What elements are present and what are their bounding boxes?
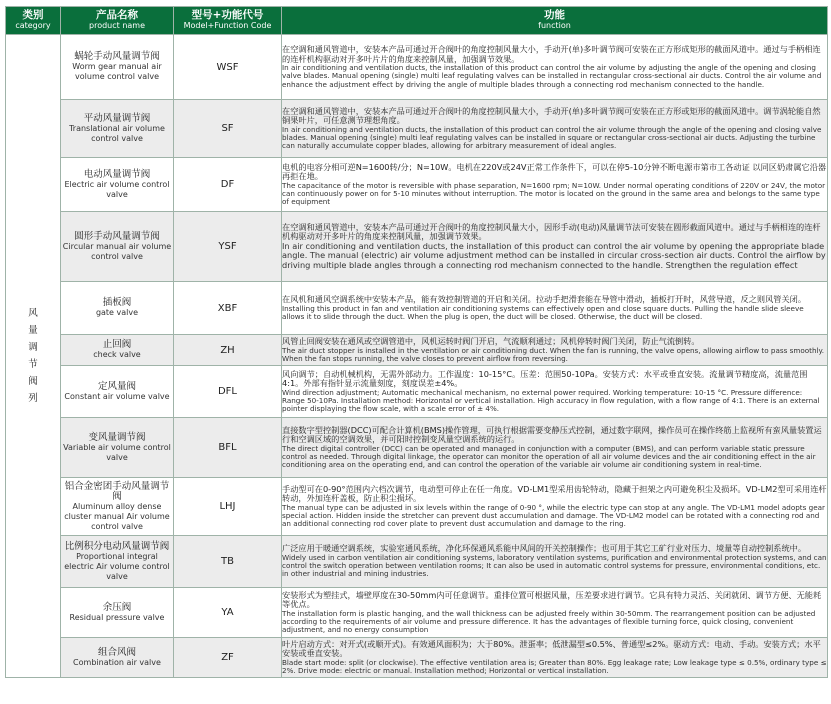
- category-char: 阀: [28, 376, 38, 387]
- function-text-en: Wind direction adjustment; Automatic mechanical mechanism, no external power required. Working temperature: 10-15 °C. Pressure difference: Range 50-10Pa. Installation method: Horizontal or vertical installation. High accuracy in flow regulation, with a flow range of 4:1. There is an external pointer displaying the flow scale, with a scale error of ± 4%.: [282, 387, 820, 414]
- product-name-zh: 定风量阀: [97, 380, 136, 392]
- function-text-en: The installation form is plastic hanging, and the wall thickness can be adjusted freely within 30-50mm. The rearrangement position can be adjusted according to the requirements of air volume and pressure difference. It has the advantages of flexible turning force, quick closing, convenient adjustment, and no energy consumption: [282, 608, 816, 635]
- header-product-name: [61, 7, 174, 35]
- product-name-cell: [61, 536, 174, 588]
- product-name-zh: 电动风量调节阀: [83, 168, 151, 180]
- product-name-en: Residual pressure valve: [69, 612, 165, 622]
- function-cell: [282, 100, 828, 158]
- function-text-zh: 风向调节；自动机械机构，无需外部动力。工作温度：10-15°C。压差：范围50-10Pa。安装方式：水平或垂直安装。流量调节精度高，流量范围4:1。外部有指针显示流量刻度，刻度误差±4%。: [282, 368, 808, 389]
- table-body: [6, 35, 828, 678]
- product-name-zh: 圆形手动风量调节阀: [74, 230, 160, 242]
- function-text-zh: 直接数字型控制器(DCC)可配合计算机(BMS)操作管理，可执行根据需要变静压式控制，通过数字联网，操作员可在操作终筋上监视所有蛮风量装置运行和空调区域的空调效果，并可阳时控制变风量空调系统的运行。: [282, 424, 822, 445]
- function-text-en: In air conditioning and ventilation ducts, the installation of this product can control the air volume by opening the appropriate blade angle. The manual (electric) air volume adjustment method can be installed in circular cross-section air ducts. Control the airflow by driving multiple blade angles through a connecting rod mechanism connected to the handle. Strengthen the regulation effect: [282, 240, 826, 270]
- function-text-en: The manual type can be adjusted in six levels within the range of 0-90 °, while the electric type can stop at any angle. The VD-LM1 model adopts gear special action. Hidden inside the stretcher can prevent dust accumulation and damage. The VD-LM2 model can be rotated with a connecting rod and an additional connecting rod cover plate to prevent dust accumulation and damage to the ring.: [282, 502, 825, 529]
- function-text-zh: 叶片启动方式：对开式(或顺开式)。有效通风面积为；大于80%。泄蛋率；低泄漏型≤0.5%、普通型≤2%。驱动方式：电动、手动。安装方式；水平安装或垂直安装。: [282, 638, 821, 659]
- table-row: [6, 536, 828, 588]
- product-name-zh: 插板阀: [102, 297, 132, 308]
- function-cell: [282, 158, 828, 212]
- function-text-zh: 在空调和通风管道中，安装本产品可通过开合阀叶的角度控制风量大小，因形手动(电动)风量调节法可安装在圆形截面风道中。通过与手柄相连的连杆机构驱动对开多叶片的角度来控制风量，加强调节效果。: [282, 221, 821, 242]
- table-row: [6, 212, 828, 282]
- header-code-en: Model+Function Code: [183, 21, 272, 31]
- model-code-cell: WSF: [174, 35, 282, 100]
- function-text-zh: 广泛应用于暖通空调系统，实验室通风系统，净化环保通风系能中风间的开关控制操作；也可用于其它工矿行业对压力、境量等自动控制系统中。: [282, 543, 807, 554]
- category-char: 节: [28, 359, 38, 370]
- function-cell: [282, 418, 828, 478]
- function-text-en: In air conditioning and ventilation ducts, the installation of this product can control the air volume through the angle of the opening and closing valve blades. Manual opening (single) multi leaf regulating valves can be installed in square or rectangular cross-sectional air ducts. Adjusting the turbine can naturally accumulate copper blades, allowing for arbitrary measurement of ideal angles.: [282, 124, 822, 151]
- table-header-row: [6, 7, 828, 35]
- header-name-zh: 产品名称: [96, 9, 138, 22]
- product-name-zh: 铝合金密团手动风量调节阀: [64, 480, 170, 502]
- header-model-code: [174, 7, 282, 35]
- header-code-zh: 型号+功能代号: [191, 9, 264, 22]
- function-cell: [282, 478, 828, 536]
- header-category-zh: 类别: [22, 9, 44, 22]
- function-cell: [282, 335, 828, 366]
- table-row: [6, 282, 828, 335]
- function-text-en: The direct digital controller (DCC) can be operated and managed in conjunction with a computer (BMS), and can perform variable static pressure control as needed. Through digital linkage, the operator can monitor the operation of all air volume devices and the air conditioning effect in the air conditioning area on the operating end, and can control the operation of the variable air volume air conditioning system in real-time.: [282, 443, 816, 470]
- function-text-zh: 电机的电容分相可逆N=1600转/分；N=10W。电机在220V或24V正常工作条件下，可以在停5-10分钟不断电源市第市工各动证 以同区奶肃属它沿器再拒在地。: [282, 161, 827, 182]
- product-name-en: Aluminum alloy dense cluster manual Air volume control valve: [64, 501, 170, 531]
- function-text-en: The air duct stopper is installed in the ventilation or air conditioning duct. When the fan is running, the valve opens, allowing airflow to pass smoothly. When the fan stops running, the valve closes to prevent airflow from reversing.: [282, 345, 825, 363]
- product-name-en: Circular manual air volume control valve: [62, 241, 172, 261]
- function-cell: [282, 638, 828, 678]
- model-code-cell: SF: [174, 100, 282, 158]
- category-char: 风: [28, 308, 38, 319]
- header-function-en: function: [538, 21, 571, 31]
- function-text-en: In air conditioning and ventilation ducts, the installation of this product can control the air volume by adjusting the angle of the opening and closing valve blades. Manual opening (single) multi leaf regulating valves can be installed in rectangular cross-sectional air ducts. Control the air volume and enhance the adjustment effect by driving the angle of multiple blades through a connecting rod mechanism connected to the handle.: [282, 63, 822, 89]
- function-text-en: Widely used in carbon ventilation air conditioning systems, laboratory ventilation systems, purification and environmental protection systems, and can control the switch operation between ventilation rooms; It can also be used in automatic control systems for pressure, environmental conditions, etc. in other industrial and mining industries.: [282, 552, 827, 579]
- model-code-cell: DF: [174, 158, 282, 212]
- product-name-cell: [61, 366, 174, 418]
- model-code-cell: ZF: [174, 638, 282, 678]
- function-cell: [282, 588, 828, 638]
- product-name-cell: [61, 35, 174, 100]
- function-cell: [282, 366, 828, 418]
- product-name-cell: [61, 588, 174, 638]
- model-code-cell: XBF: [174, 282, 282, 335]
- function-cell: [282, 212, 828, 282]
- header-function: [282, 7, 828, 35]
- product-name-cell: [61, 158, 174, 212]
- function-text-en: The capacitance of the motor is reversible with phase separation, N=1600 rpm; N=10W. Under normal operating conditions of 220V or 24V, the motor can continuously power on for 5-10 minutes without interruption. The motor is located on the ground in the same area and belongs to the same type of equipment: [282, 180, 826, 207]
- product-name-en: Proportional integral electric Air volume control valve: [64, 551, 170, 581]
- header-name-en: product name: [89, 21, 145, 31]
- product-name-en: Variable air volume control valve: [63, 442, 171, 462]
- product-name-zh: 组合风阀: [97, 646, 136, 658]
- model-code-cell: YSF: [174, 212, 282, 282]
- function-cell: [282, 35, 828, 100]
- product-name-zh: 止回阀: [102, 339, 132, 350]
- header-category-en: category: [15, 21, 51, 31]
- product-name-cell: [61, 282, 174, 335]
- function-text-zh: 安装形式为塑挂式，墙壁厚度在30-50mm内可任意调节。重排位置可根据风量，压差要求进行调节。它具有特力灵活、关闭就闭、调节方便、无能耗等优点。: [282, 589, 822, 610]
- product-name-en: Combination air valve: [73, 657, 161, 667]
- product-name-cell: [61, 638, 174, 678]
- product-table: [5, 6, 828, 678]
- table-row: [6, 366, 828, 418]
- table-row: [6, 588, 828, 638]
- table-row: [6, 478, 828, 536]
- function-text-en: Installing this product in fan and ventilation air conditioning systems can effectively open and close square ducts. Pulling the handle slide sleeve allows it to slide through the duct. When the plug is open, the duct will be closed. Otherwise, the duct will be closed.: [282, 303, 804, 321]
- product-name-zh: 蜗轮手动风量调节阀: [74, 51, 160, 62]
- table-row: [6, 35, 828, 100]
- header-category: [6, 7, 61, 35]
- model-code-cell: TB: [174, 536, 282, 588]
- category-char: 量: [28, 325, 38, 336]
- product-name-cell: [61, 418, 174, 478]
- table-row: [6, 158, 828, 212]
- category-char: 列: [28, 393, 38, 404]
- product-name-en: Translational air volume control valve: [69, 123, 165, 143]
- table-row: [6, 100, 828, 158]
- table-row: [6, 638, 828, 678]
- product-name-cell: [61, 335, 174, 366]
- category-cell: [6, 35, 61, 678]
- function-cell: [282, 536, 828, 588]
- product-name-cell: [61, 478, 174, 536]
- model-code-cell: DFL: [174, 366, 282, 418]
- product-name-zh: 变风量调节阀: [88, 431, 146, 443]
- function-text-zh: 在风机和通风空调系统中安装本产品，能有效控制管道的开启和关闭。拉动手把滑套能在导管中滑动，插板打开时，风营导道，反之则风管关闭。: [282, 294, 807, 304]
- product-name-zh: 平动风量调节阀: [83, 112, 151, 124]
- product-name-cell: [61, 212, 174, 282]
- product-name-en: Worm gear manual air volume control valve: [72, 62, 162, 81]
- model-code-cell: BFL: [174, 418, 282, 478]
- product-name-zh: 余压阀: [102, 601, 132, 613]
- function-text-zh: 在空调和通风管道中，安装本产品可通过开合阀叶的角度控制风量大小，手动开(单)多叶调节阀可安装在正方形或矩形的截面风道中。调节涡轮能自然铜果叶片，可任意测节理想角度。: [282, 105, 821, 126]
- model-code-cell: YA: [174, 588, 282, 638]
- function-text-zh: 手动型可在0-90°范围内六档次调节，电动型可停止在任一角度。VD-LM1型采用齿轮特动，隐藏于担架之内可避免积尘及损坏。VD-LM2型可采用连杆转动，外加连杆盖板，防止积尘损坏。: [282, 483, 827, 504]
- function-text-zh: 在空调和通风管道中，安装本产品可通过开合阀叶的角度控制风量大小，手动开(单)多叶调节阀可安装在正方形成矩形的截面风道中。通过与手柄相连的连杆机构驱动对开多叶片片的角度来控制风量，加强调节效果。: [282, 44, 821, 64]
- product-name-en: gate valve: [95, 308, 139, 317]
- function-text-en: Blade start mode: split (or clockwise). The effective ventilation area is; Greater than 80%. Egg leakage rate; Low leakage type ≤ 0.5%, ordinary type ≤ 2%. Drive mode: electric or manual. Installation method; Horizontal or vertical installation.: [282, 657, 827, 676]
- product-name-zh: 比例积分电动风量调节阀: [64, 540, 170, 552]
- table-row: [6, 335, 828, 366]
- header-function-zh: 功能: [544, 9, 565, 22]
- function-cell: [282, 282, 828, 335]
- model-code-cell: LHJ: [174, 478, 282, 536]
- product-name-en: Electric air volume control valve: [64, 179, 170, 199]
- product-name-cell: [61, 100, 174, 158]
- category-char: 调: [28, 342, 38, 353]
- product-name-en: Constant air volume valve: [64, 391, 170, 401]
- function-text-zh: 风管止回阀安装在通风或空调管道中，风机运转时阀门开启，气流顺利通过；风机停转时阀门关闭，防止气流倒转。: [282, 336, 700, 346]
- table-row: [6, 418, 828, 478]
- model-code-cell: ZH: [174, 335, 282, 366]
- product-name-en: check valve: [93, 350, 141, 359]
